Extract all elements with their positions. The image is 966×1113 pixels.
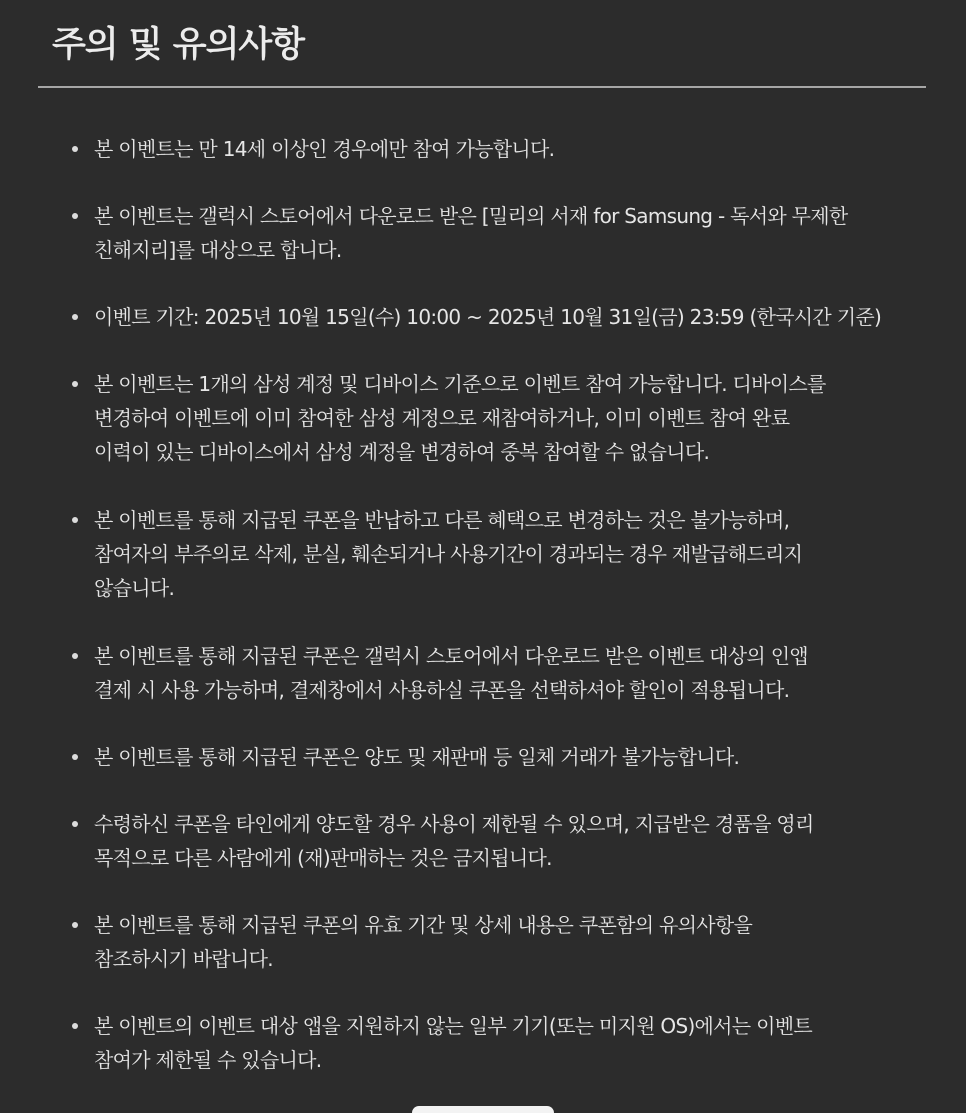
- notice-line: 친해지리]를 대상으로 합니다.: [94, 238, 342, 262]
- notice-line: 이력이 있는 디바이스에서 삼성 계정을 변경하여 중복 참여할 수 없습니다.: [94, 440, 710, 464]
- notice-line: 본 이벤트를 통해 지급된 쿠폰을 반납하고 다른 혜택으로 변경하는 것은 불가능하며,: [94, 508, 790, 532]
- notice-item: [94, 199, 924, 267]
- notice-line: 참조하시기 바랍니다.: [94, 947, 273, 971]
- notice-line: 본 이벤트의 이벤트 대상 앱을 지원하지 않는 일부 기기(또는 미지원 OS)에서는 이벤트: [94, 1014, 812, 1038]
- notice-line: 않습니다.: [94, 576, 175, 600]
- notice-line: 수령하신 쿠폰을 타인에게 양도할 경우 사용이 제한될 수 있으며, 지급받은 경품을 영리: [94, 812, 814, 836]
- notice-item: [94, 503, 924, 605]
- notice-line: 본 이벤트를 통해 지급된 쿠폰은 갤럭시 스토어에서 다운로드 받은 이벤트 대상의 인앱: [94, 644, 808, 668]
- notice-item: [94, 908, 924, 976]
- notice-line: 변경하여 이벤트에 이미 참여한 삼성 계정으로 재참여하거나, 이미 이벤트 참여 완료: [94, 406, 790, 430]
- notice-line: 참여자의 부주의로 삭제, 분실, 훼손되거나 사용기간이 경과되는 경우 재발급해드리지: [94, 542, 803, 566]
- notice-line: 참여가 제한될 수 있습니다.: [94, 1048, 322, 1072]
- bottom-tab-handle[interactable]: [412, 1106, 554, 1113]
- notice-item: [94, 740, 924, 774]
- notice-line: 본 이벤트는 만 14세 이상인 경우에만 참여 가능합니다.: [94, 137, 555, 161]
- notice-line: 본 이벤트는 갤럭시 스토어에서 다운로드 받은 [밀리의 서재 for Samsung - 독서와 무제한: [94, 204, 848, 228]
- notice-line: 본 이벤트를 통해 지급된 쿠폰의 유효 기간 및 상세 내용은 쿠폰함의 유의사항을: [94, 913, 753, 937]
- notice-item: [94, 1009, 924, 1077]
- notice-line: 본 이벤트는 1개의 삼성 계정 및 디바이스 기준으로 이벤트 참여 가능합니다. 디바이스를: [94, 372, 826, 396]
- title-divider: [38, 86, 926, 88]
- notice-line: 이벤트 기간: 2025년 10월 15일(수) 10:00 ~ 2025년 10월 31일(금) 23:59 (한국시간 기준): [94, 305, 882, 329]
- notice-line: 본 이벤트를 통해 지급된 쿠폰은 양도 및 재판매 등 일체 거래가 불가능합니다.: [94, 745, 740, 769]
- notice-item: [94, 132, 924, 166]
- notice-item: [94, 639, 924, 707]
- notice-line: 목적으로 다른 사람에게 (재)판매하는 것은 금지됩니다.: [94, 846, 552, 870]
- page-title: 주의 및 유의사항: [52, 25, 305, 65]
- notice-line: 결제 시 사용 가능하며, 결제창에서 사용하실 쿠폰을 선택하셔야 할인이 적용됩니다.: [94, 678, 790, 702]
- notice-item: [94, 367, 924, 469]
- notice-item: [94, 807, 924, 875]
- notice-item: [94, 300, 924, 334]
